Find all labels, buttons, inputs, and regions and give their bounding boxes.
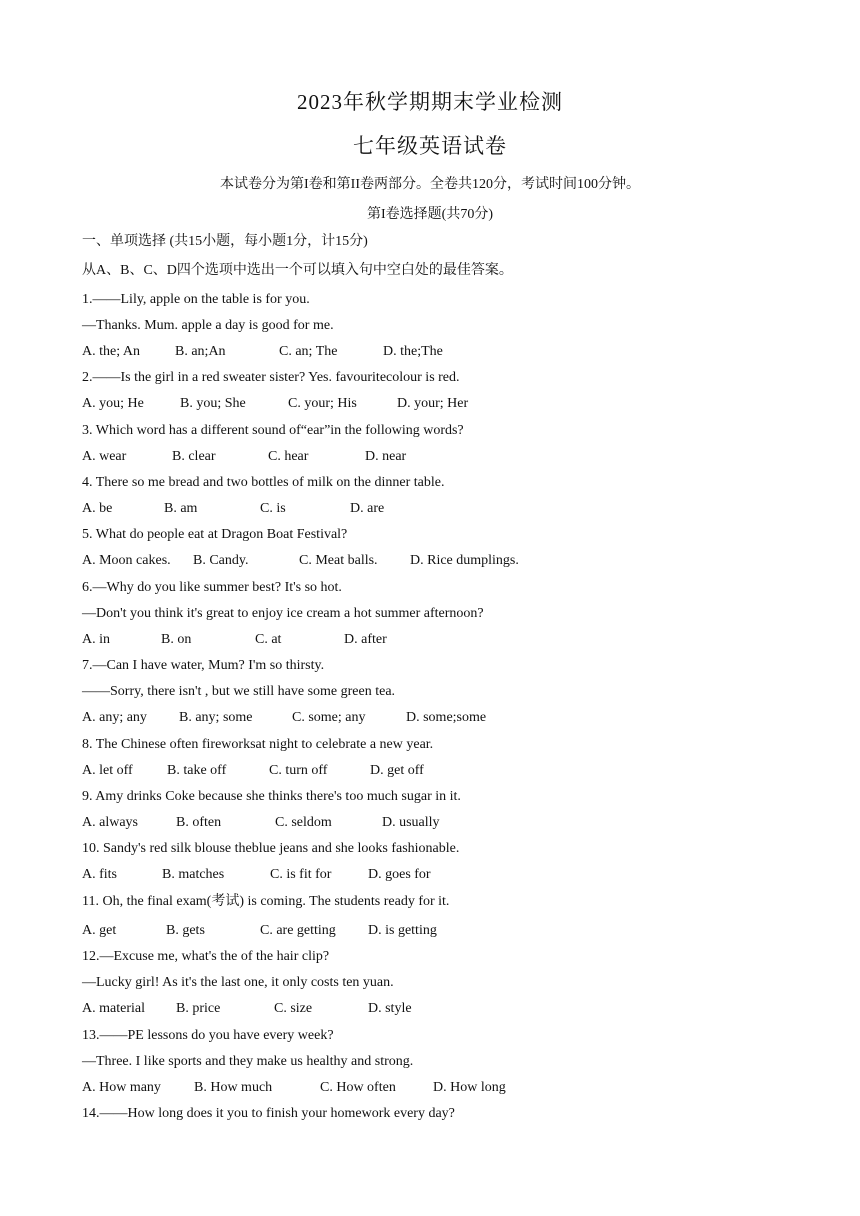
option-a: A. wear [82,449,127,464]
section-heading: 一、单项选择 (共15小题，每小题1分，计15分) [82,234,368,249]
option-c: C. some; any [292,710,366,725]
option-c: C. hear [268,449,309,464]
option-a: A. material [82,1001,145,1016]
option-b: B. price [176,1001,221,1016]
question-7-line-1: 7.—Can I have water, Mum? I'm so thirsty. [82,658,325,673]
option-d: D. is getting [368,923,437,938]
option-b: B. matches [162,867,225,882]
option-b: B. clear [172,449,216,464]
option-c: C. is [260,501,286,516]
option-c: C. turn off [269,763,328,778]
part-title: 第I卷选择题(共70分) [367,207,493,222]
option-b: B. often [176,815,222,830]
option-b: B. any; some [179,710,253,725]
option-c: C. is fit for [270,867,332,882]
question-3-line-1: 3. Which word has a different sound of“ear”in the following words? [82,423,464,438]
option-d: D. some;some [406,710,487,725]
option-d: D. your; Her [397,396,469,411]
option-a: A. get [82,923,117,938]
question-13-line-1: 13.——PE lessons do you have every week? [82,1028,334,1043]
section-instruction: 从A、B、C、D四个选项中选出一个可以填入句中空白处的最佳答案。 [82,263,513,278]
option-c: C. an; The [279,344,338,359]
question-12-line-1: 12.—Excuse me, what's the of the hair clip? [82,949,330,964]
option-b: B. am [164,501,198,516]
question-11-line-1: 11. Oh, the final exam(考试) is coming. The students ready for it. [82,894,450,909]
question-2-line-1: 2.——Is the girl in a red sweater sister? Yes. favouritecolour is red. [82,370,460,385]
question-5-line-1: 5. What do people eat at Dragon Boat Festival? [82,527,348,542]
option-a: A. in [82,632,110,647]
question-10-line-1: 10. Sandy's red silk blouse theblue jeans and she looks fashionable. [82,841,460,856]
option-b: B. gets [166,923,205,938]
option-a: A. How many [82,1080,161,1095]
option-d: D. get off [370,763,424,778]
question-8-line-1: 8. The Chinese often fireworksat night to celebrate a new year. [82,737,434,752]
option-a: A. be [82,501,113,516]
option-c: C. at [255,632,282,647]
exam-title: 2023年秋学期期末学业检测 [297,90,563,114]
option-a: A. always [82,815,138,830]
option-a: A. you; He [82,396,144,411]
question-13-line-2: —Three. I like sports and they make us healthy and strong. [82,1054,414,1069]
option-d: D. Rice dumplings. [410,553,519,568]
option-b: B. on [161,632,192,647]
option-b: B. How much [194,1080,273,1095]
question-14-line-1: 14.——How long does it you to finish your homework every day? [82,1106,455,1121]
question-6-line-1: 6.—Why do you like summer best? It's so hot. [82,580,342,595]
option-d: D. the;The [383,344,443,359]
option-b: B. an;An [175,344,226,359]
question-1-line-1: 1.——Lily, apple on the table is for you. [82,292,310,307]
question-4-line-1: 4. There so me bread and two bottles of milk on the dinner table. [82,475,445,490]
option-d: D. are [350,501,385,516]
exam-intro: 本试卷分为第I卷和第II卷两部分。全卷共120分，考试时间100分钟。 [220,177,640,192]
question-6-line-2: —Don't you think it's great to enjoy ice cream a hot summer afternoon? [82,606,484,621]
exam-subtitle: 七年级英语试卷 [353,134,507,158]
option-a: A. fits [82,867,117,882]
option-c: C. are getting [260,923,336,938]
option-c: C. Meat balls. [299,553,378,568]
option-c: C. How often [320,1080,396,1095]
option-c: C. size [274,1001,313,1016]
option-d: D. style [368,1001,412,1016]
option-a: A. let off [82,763,133,778]
option-a: A. Moon cakes. [82,553,171,568]
option-d: D. usually [382,815,440,830]
option-b: B. take off [167,763,227,778]
question-9-line-1: 9. Amy drinks Coke because she thinks there's too much sugar in it. [82,789,461,804]
option-b: B. Candy. [193,553,249,568]
option-c: C. seldom [275,815,332,830]
question-12-line-2: —Lucky girl! As it's the last one, it only costs ten yuan. [82,975,394,990]
option-c: C. your; His [288,396,357,411]
option-a: A. any; any [82,710,147,725]
option-d: D. How long [433,1080,506,1095]
option-d: D. goes for [368,867,431,882]
option-b: B. you; She [180,396,246,411]
option-d: D. after [344,632,387,647]
option-d: D. near [365,449,407,464]
question-1-line-2: —Thanks. Mum. apple a day is good for me. [82,318,334,333]
option-a: A. the; An [82,344,140,359]
question-7-line-2: ——Sorry, there isn't , but we still have some green tea. [82,684,396,699]
